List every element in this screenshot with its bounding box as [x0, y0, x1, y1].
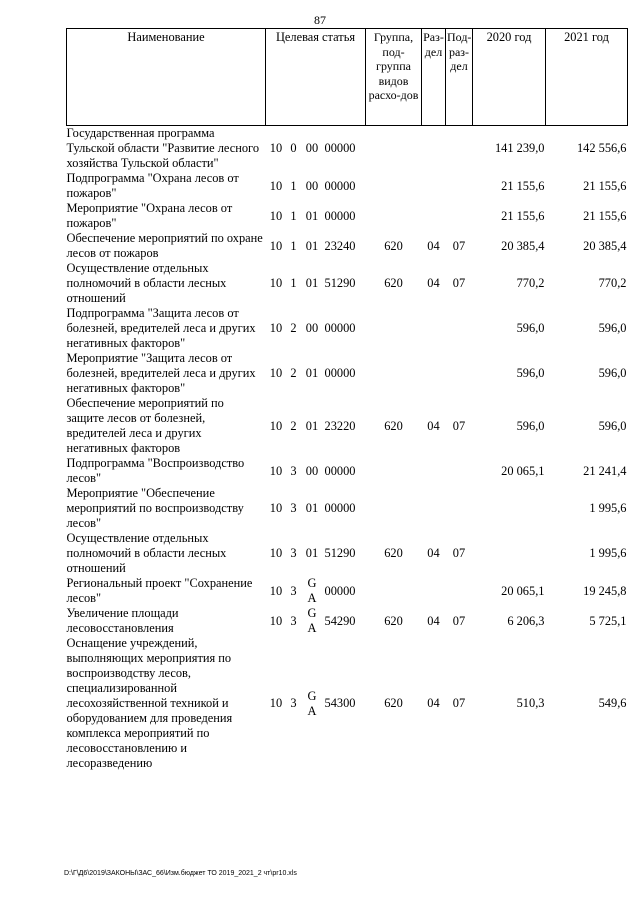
target-code-program: 10 — [269, 366, 283, 380]
row-name: Обеспечение мероприятий по защите лесов от болезней, вредителей леса и других негативных факторов — [66, 396, 224, 455]
header-target: Целевая статья — [266, 29, 366, 126]
row-name: Обеспечение мероприятий по охране лесов от пожаров — [66, 231, 263, 260]
target-code-program: 10 — [269, 418, 283, 433]
amount-2021: 1 995,6 — [589, 546, 627, 560]
expense-group — [366, 456, 422, 486]
expense-group — [366, 126, 422, 172]
target-code-subprogram: 3 — [290, 501, 297, 515]
row-name: Подпрограмма "Защита лесов от болезней, вредителей леса и других негативных факторов" — [66, 306, 256, 350]
expense-group — [366, 351, 422, 396]
target-code-program: 10 — [269, 321, 283, 335]
amount-2021: 596,0 — [598, 321, 627, 335]
target-code-program: 10 — [269, 208, 283, 223]
amount-2020: 21 155,6 — [501, 178, 545, 193]
razdel — [422, 201, 446, 231]
target-code-measure: G A — [307, 606, 317, 635]
table-row — [67, 531, 628, 576]
amount-2021: 596,0 — [598, 418, 627, 433]
amount-2020: 20 385,4 — [501, 238, 545, 253]
table-row — [67, 396, 628, 456]
row-name: Мероприятие "Обеспечение мероприятий по воспроизводству лесов" — [66, 486, 244, 530]
target-code-subprogram: 1 — [290, 208, 297, 223]
amount-2021: 20 385,4 — [583, 238, 627, 253]
podrazdel: 07 — [452, 696, 466, 710]
target-code-measure: 00 — [305, 321, 319, 335]
table-body — [67, 126, 628, 772]
target-code-direction: 00000 — [324, 178, 356, 193]
podrazdel — [446, 171, 473, 201]
row-name: Оснащение учреждений, выполняющих мероприятия по воспроизводству лесов, специализированной лесохозяйственной техникой и оборудованием для проведения комплекса мероприятий по лесовосстановлению и лесоразведению — [66, 636, 233, 770]
podrazdel: 07 — [452, 418, 466, 433]
expense-group — [366, 486, 422, 531]
header-name: Наименование — [67, 29, 266, 126]
target-code-measure: 00 — [305, 178, 319, 193]
razdel — [422, 456, 446, 486]
amount-2021: 21 155,6 — [583, 178, 627, 193]
expense-group — [366, 171, 422, 201]
table-row — [67, 261, 628, 306]
target-code-program: 10 — [269, 546, 283, 560]
target-code-direction: 00000 — [324, 366, 356, 380]
amount-2020 — [473, 531, 546, 576]
target-code-subprogram: 1 — [290, 178, 297, 193]
target-code-measure: G A — [307, 688, 317, 718]
header-group: Группа, под-группа видов расхо-дов — [366, 29, 422, 126]
razdel — [422, 351, 446, 396]
amount-2020: 141 239,0 — [494, 141, 545, 155]
amount-2020: 20 065,1 — [501, 583, 545, 598]
amount-2020: 21 155,6 — [501, 208, 545, 223]
target-code-measure: G A — [307, 576, 317, 605]
target-code-subprogram: 1 — [290, 276, 297, 290]
podrazdel: 07 — [452, 613, 466, 628]
target-code-direction: 51290 — [324, 546, 356, 560]
amount-2021: 21 155,6 — [583, 208, 627, 223]
table-header-row — [67, 29, 628, 126]
target-code-direction: 00000 — [324, 208, 356, 223]
razdel: 04 — [427, 276, 440, 290]
podrazdel — [446, 576, 473, 606]
razdel — [422, 126, 446, 172]
table-row — [67, 456, 628, 486]
target-code-program: 10 — [269, 178, 283, 193]
target-code-subprogram: 1 — [290, 238, 297, 253]
expense-group: 620 — [384, 696, 403, 710]
target-code-program: 10 — [269, 238, 283, 253]
podrazdel — [446, 201, 473, 231]
razdel — [422, 171, 446, 201]
amount-2020: 596,0 — [516, 366, 545, 380]
target-code-subprogram: 3 — [290, 696, 297, 710]
amount-2021: 549,6 — [598, 696, 627, 710]
target-code-subprogram: 0 — [290, 141, 297, 155]
row-name: Мероприятие "Защита лесов от болезней, вредителей леса и других негативных факторов" — [66, 351, 256, 395]
target-code-subprogram: 3 — [290, 613, 297, 628]
amount-2021: 19 245,8 — [583, 583, 627, 598]
footer-file-path: D:\Г\Д6\2019\ЗАКОНЫ\ЗАС_66\Изм.бюджет ТО 2019_2021_2 чт\pr10.xls — [64, 870, 297, 877]
target-code-measure: 01 — [305, 276, 319, 290]
target-code-direction: 00000 — [324, 321, 356, 335]
row-name: Осуществление отдельных полномочий в области лесных отношений — [66, 261, 227, 305]
target-code-direction: 23220 — [324, 418, 356, 433]
row-name: Подпрограмма "Охрана лесов от пожаров" — [66, 171, 239, 200]
row-name: Мероприятие "Охрана лесов от пожаров" — [66, 201, 233, 230]
page-number: 87 — [314, 13, 326, 27]
podrazdel: 07 — [452, 546, 466, 560]
header-podrazdel: Под-раз-дел — [446, 29, 473, 126]
razdel — [422, 306, 446, 351]
target-code-direction: 54290 — [324, 613, 356, 628]
row-name: Государственная программа Тульской области "Развитие лесного хозяйства Тульской области" — [66, 126, 260, 170]
amount-2020: 596,0 — [516, 418, 545, 433]
table-row — [67, 486, 628, 531]
amount-2021: 21 241,4 — [583, 463, 627, 478]
amount-2020: 770,2 — [516, 276, 545, 290]
podrazdel — [446, 126, 473, 172]
amount-2020: 20 065,1 — [501, 463, 545, 478]
podrazdel — [446, 456, 473, 486]
target-code-direction: 00000 — [324, 583, 356, 598]
target-code-measure: 01 — [305, 546, 319, 560]
amount-2020: 6 206,3 — [507, 613, 545, 628]
expense-group — [366, 306, 422, 351]
table-row — [67, 636, 628, 771]
razdel: 04 — [427, 696, 440, 710]
expense-group — [366, 201, 422, 231]
target-code-subprogram: 3 — [290, 546, 297, 560]
target-code-measure: 01 — [305, 418, 319, 433]
target-code-direction: 51290 — [324, 276, 356, 290]
table-row — [67, 606, 628, 636]
table-row — [67, 201, 628, 231]
target-code-measure: 01 — [305, 238, 319, 253]
row-name: Увеличение площади лесовосстановления — [66, 606, 179, 635]
podrazdel: 07 — [452, 238, 466, 253]
table-row — [67, 306, 628, 351]
target-code-subprogram: 2 — [290, 366, 297, 380]
row-name: Подпрограмма "Воспроизводство лесов" — [66, 456, 245, 485]
target-code-program: 10 — [269, 276, 283, 290]
target-code-subprogram: 3 — [290, 463, 297, 478]
amount-2020: 596,0 — [516, 321, 545, 335]
target-code-direction: 23240 — [324, 238, 356, 253]
expense-group: 620 — [384, 546, 403, 560]
amount-2020: 510,3 — [516, 696, 545, 710]
amount-2021: 142 556,6 — [576, 141, 627, 155]
row-name: Осуществление отдельных полномочий в области лесных отношений — [66, 531, 227, 575]
target-code-measure: 00 — [305, 141, 319, 155]
target-code-direction: 00000 — [324, 501, 356, 515]
razdel — [422, 576, 446, 606]
table-row — [67, 171, 628, 201]
target-code-direction: 00000 — [324, 141, 356, 155]
target-code-program: 10 — [269, 141, 283, 155]
header-2021: 2021 год — [546, 29, 628, 126]
target-code-direction: 00000 — [324, 463, 356, 478]
header-razdel: Раз-дел — [422, 29, 446, 126]
table-row — [67, 126, 628, 172]
expense-group: 620 — [384, 613, 403, 628]
podrazdel: 07 — [452, 276, 466, 290]
podrazdel — [446, 486, 473, 531]
target-code-program: 10 — [269, 583, 283, 598]
expense-group — [366, 576, 422, 606]
table-row — [67, 576, 628, 606]
expense-group: 620 — [384, 276, 403, 290]
razdel — [422, 486, 446, 531]
target-code-measure: 01 — [305, 366, 319, 380]
target-code-measure: 01 — [305, 501, 319, 515]
budget-table — [66, 28, 628, 771]
target-code-direction: 54300 — [324, 696, 356, 710]
podrazdel — [446, 351, 473, 396]
target-code-program: 10 — [269, 463, 283, 478]
target-code-measure: 00 — [305, 463, 319, 478]
amount-2020 — [473, 486, 546, 531]
target-code-subprogram: 2 — [290, 418, 297, 433]
amount-2021: 770,2 — [598, 276, 627, 290]
target-code-subprogram: 2 — [290, 321, 297, 335]
table-row — [67, 231, 628, 261]
podrazdel — [446, 306, 473, 351]
expense-group: 620 — [384, 418, 403, 433]
razdel: 04 — [427, 546, 440, 560]
razdel: 04 — [427, 418, 440, 433]
amount-2021: 5 725,1 — [589, 613, 627, 628]
expense-group: 620 — [384, 238, 403, 253]
target-code-program: 10 — [269, 613, 283, 628]
row-name: Региональный проект "Сохранение лесов" — [66, 576, 253, 605]
target-code-measure: 01 — [305, 208, 319, 223]
table-row — [67, 351, 628, 396]
razdel: 04 — [427, 238, 440, 253]
amount-2021: 1 995,6 — [589, 501, 627, 515]
target-code-program: 10 — [269, 696, 283, 710]
target-code-subprogram: 3 — [290, 583, 297, 598]
header-2020: 2020 год — [473, 29, 546, 126]
target-code-program: 10 — [269, 501, 283, 515]
amount-2021: 596,0 — [598, 366, 627, 380]
razdel: 04 — [427, 613, 440, 628]
